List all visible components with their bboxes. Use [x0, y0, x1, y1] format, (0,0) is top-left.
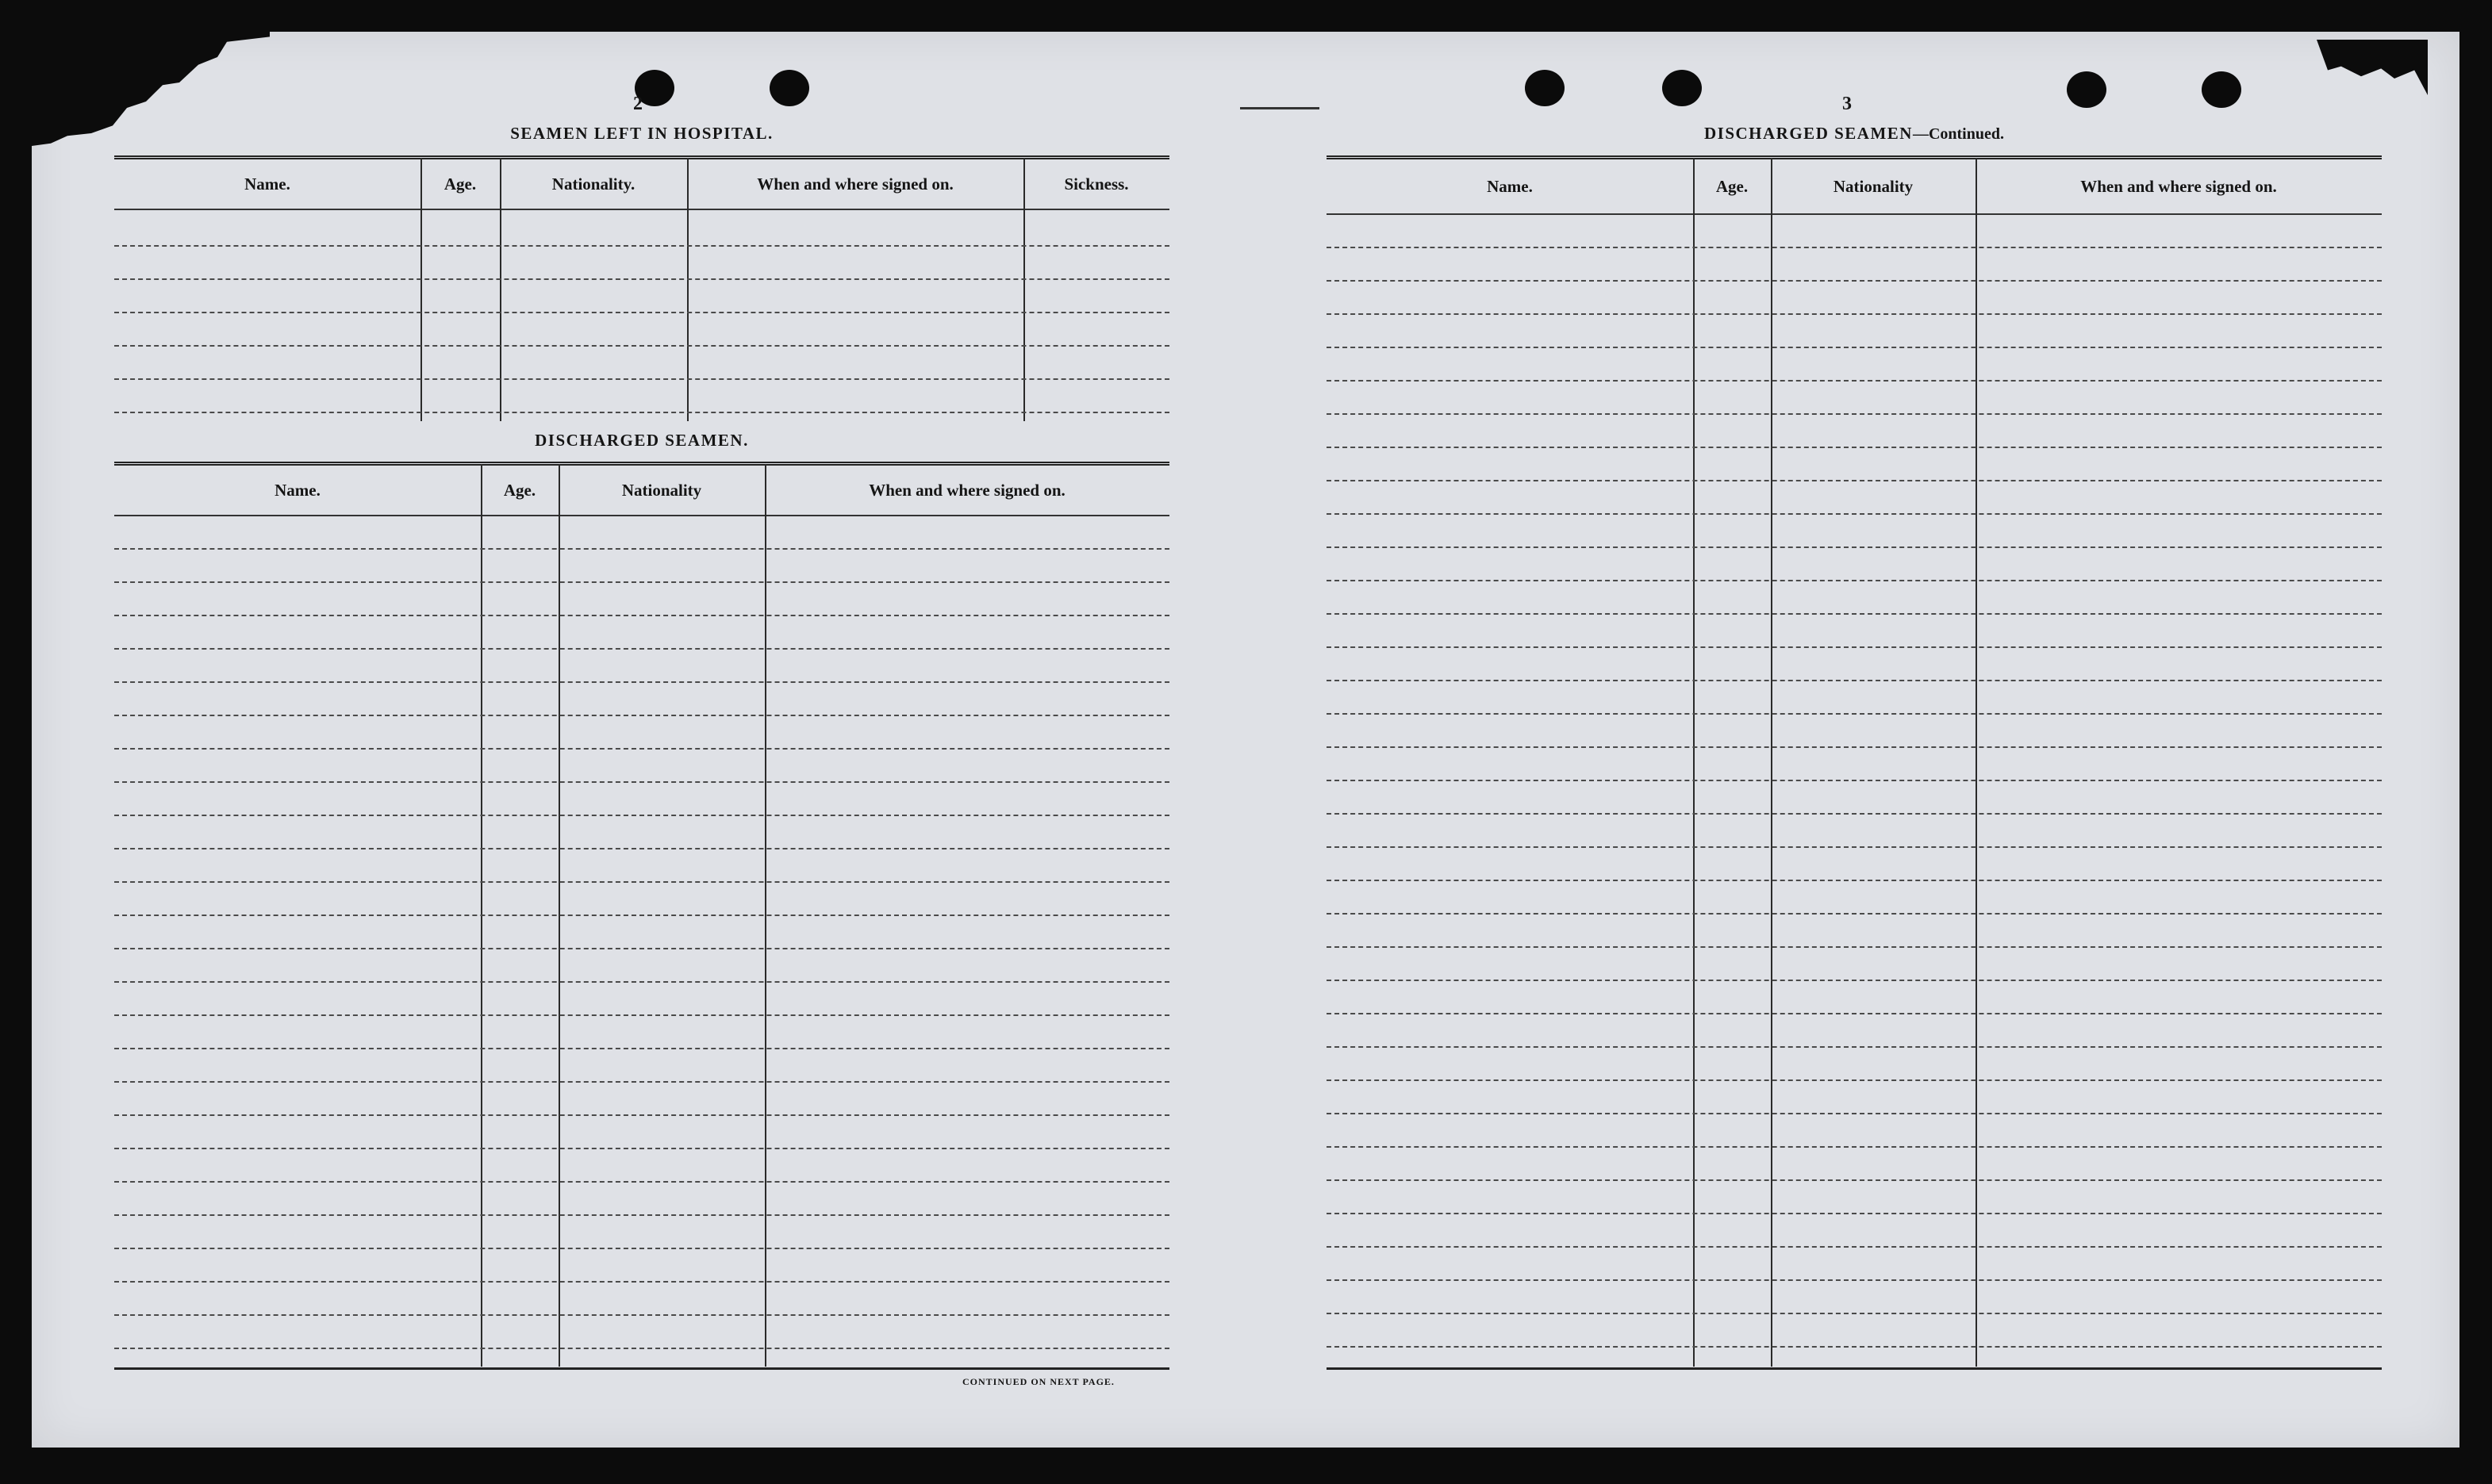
row-line — [1327, 846, 2382, 848]
row-line — [114, 715, 1169, 716]
row-line — [114, 1248, 1169, 1249]
hospital-table-header — [114, 159, 1169, 210]
row-line — [114, 981, 1169, 983]
row-line — [1327, 1013, 2382, 1014]
discharged-continued-title: DISCHARGED SEAMEN—Continued. — [1704, 124, 2004, 143]
row-line — [1327, 413, 2382, 415]
row-line — [1327, 380, 2382, 382]
row-line — [114, 345, 1169, 347]
row-line — [1327, 447, 2382, 448]
hospital-table — [114, 155, 1169, 421]
discharged-table-header — [114, 466, 1169, 516]
row-line — [1327, 480, 2382, 481]
staple-mark — [1240, 107, 1319, 114]
row-line — [1327, 780, 2382, 781]
row-line — [1327, 913, 2382, 915]
row-line — [1327, 613, 2382, 615]
row-line — [114, 1181, 1169, 1183]
row-line — [1327, 713, 2382, 715]
punch-hole — [1525, 70, 1565, 106]
row-line — [1327, 1046, 2382, 1048]
row-line — [1327, 1346, 2382, 1348]
row-line — [114, 848, 1169, 849]
row-line — [1327, 1146, 2382, 1148]
row-line — [1327, 1179, 2382, 1181]
row-line — [114, 748, 1169, 750]
discharged-table — [114, 462, 1169, 1367]
row-line — [1327, 813, 2382, 815]
row-line — [114, 615, 1169, 616]
row-line — [114, 312, 1169, 313]
row-line — [1327, 1213, 2382, 1214]
row-line — [1327, 1246, 2382, 1248]
row-line — [114, 1014, 1169, 1016]
row-line — [114, 1048, 1169, 1049]
torn-edge-right — [2317, 40, 2428, 95]
row-line — [1327, 313, 2382, 315]
row-line — [1327, 746, 2382, 748]
discharged-continued-header — [1327, 159, 2382, 215]
row-line — [114, 681, 1169, 683]
row-line — [1327, 280, 2382, 282]
col-header-signed-on: When and where signed on. — [757, 174, 954, 194]
col-header-signed-on: When and where signed on. — [869, 480, 1066, 500]
row-line — [1327, 980, 2382, 981]
row-line — [114, 1281, 1169, 1283]
row-line — [114, 412, 1169, 413]
row-line — [114, 948, 1169, 949]
page-number-right: 3 — [1842, 94, 1852, 114]
row-line — [1327, 247, 2382, 248]
row-line — [1327, 1313, 2382, 1314]
row-line — [1327, 646, 2382, 648]
row-line — [114, 581, 1169, 583]
row-line — [1327, 580, 2382, 581]
col-header-nationality: Nationality. — [551, 174, 635, 194]
col-header-name: Name. — [244, 174, 290, 194]
punch-hole — [770, 70, 809, 106]
col-header-name: Name. — [275, 480, 321, 500]
page-number-left: 2 — [633, 94, 643, 114]
row-line — [1327, 946, 2382, 948]
row-line — [114, 881, 1169, 883]
discharged-continued-table — [1327, 155, 2382, 1367]
col-header-age: Age. — [503, 480, 536, 500]
row-line — [114, 781, 1169, 783]
col-header-name: Name. — [1487, 176, 1533, 196]
row-line — [1327, 680, 2382, 681]
row-line — [114, 815, 1169, 816]
row-line — [114, 1081, 1169, 1083]
row-line — [1327, 880, 2382, 881]
row-line — [1327, 513, 2382, 515]
row-line — [114, 1314, 1169, 1316]
row-line — [1327, 347, 2382, 348]
row-line — [1327, 1279, 2382, 1281]
punch-hole — [2067, 71, 2106, 108]
punch-hole — [2202, 71, 2241, 108]
hospital-section-title: SEAMEN LEFT IN HOSPITAL. — [510, 124, 774, 143]
row-line — [114, 1348, 1169, 1349]
row-line — [1327, 1079, 2382, 1081]
col-header-nationality: Nationality — [621, 480, 702, 500]
col-header-sickness: Sickness. — [1064, 174, 1129, 194]
row-line — [114, 378, 1169, 380]
row-line — [114, 1148, 1169, 1149]
continued-note: CONTINUED ON NEXT PAGE. — [962, 1376, 1115, 1387]
row-line — [114, 548, 1169, 550]
row-line — [114, 1214, 1169, 1216]
row-line — [114, 1114, 1169, 1116]
row-line — [1327, 546, 2382, 548]
row-line — [114, 915, 1169, 916]
col-header-age: Age. — [1715, 176, 1749, 196]
col-header-nationality: Nationality — [1833, 176, 1914, 196]
punch-hole — [1662, 70, 1702, 106]
row-line — [114, 278, 1169, 280]
row-line — [1327, 1113, 2382, 1114]
col-header-signed-on: When and where signed on. — [2080, 176, 2277, 196]
row-line — [114, 245, 1169, 247]
discharged-section-title: DISCHARGED SEAMEN. — [535, 431, 749, 450]
row-line — [114, 648, 1169, 650]
col-header-age: Age. — [443, 174, 477, 194]
